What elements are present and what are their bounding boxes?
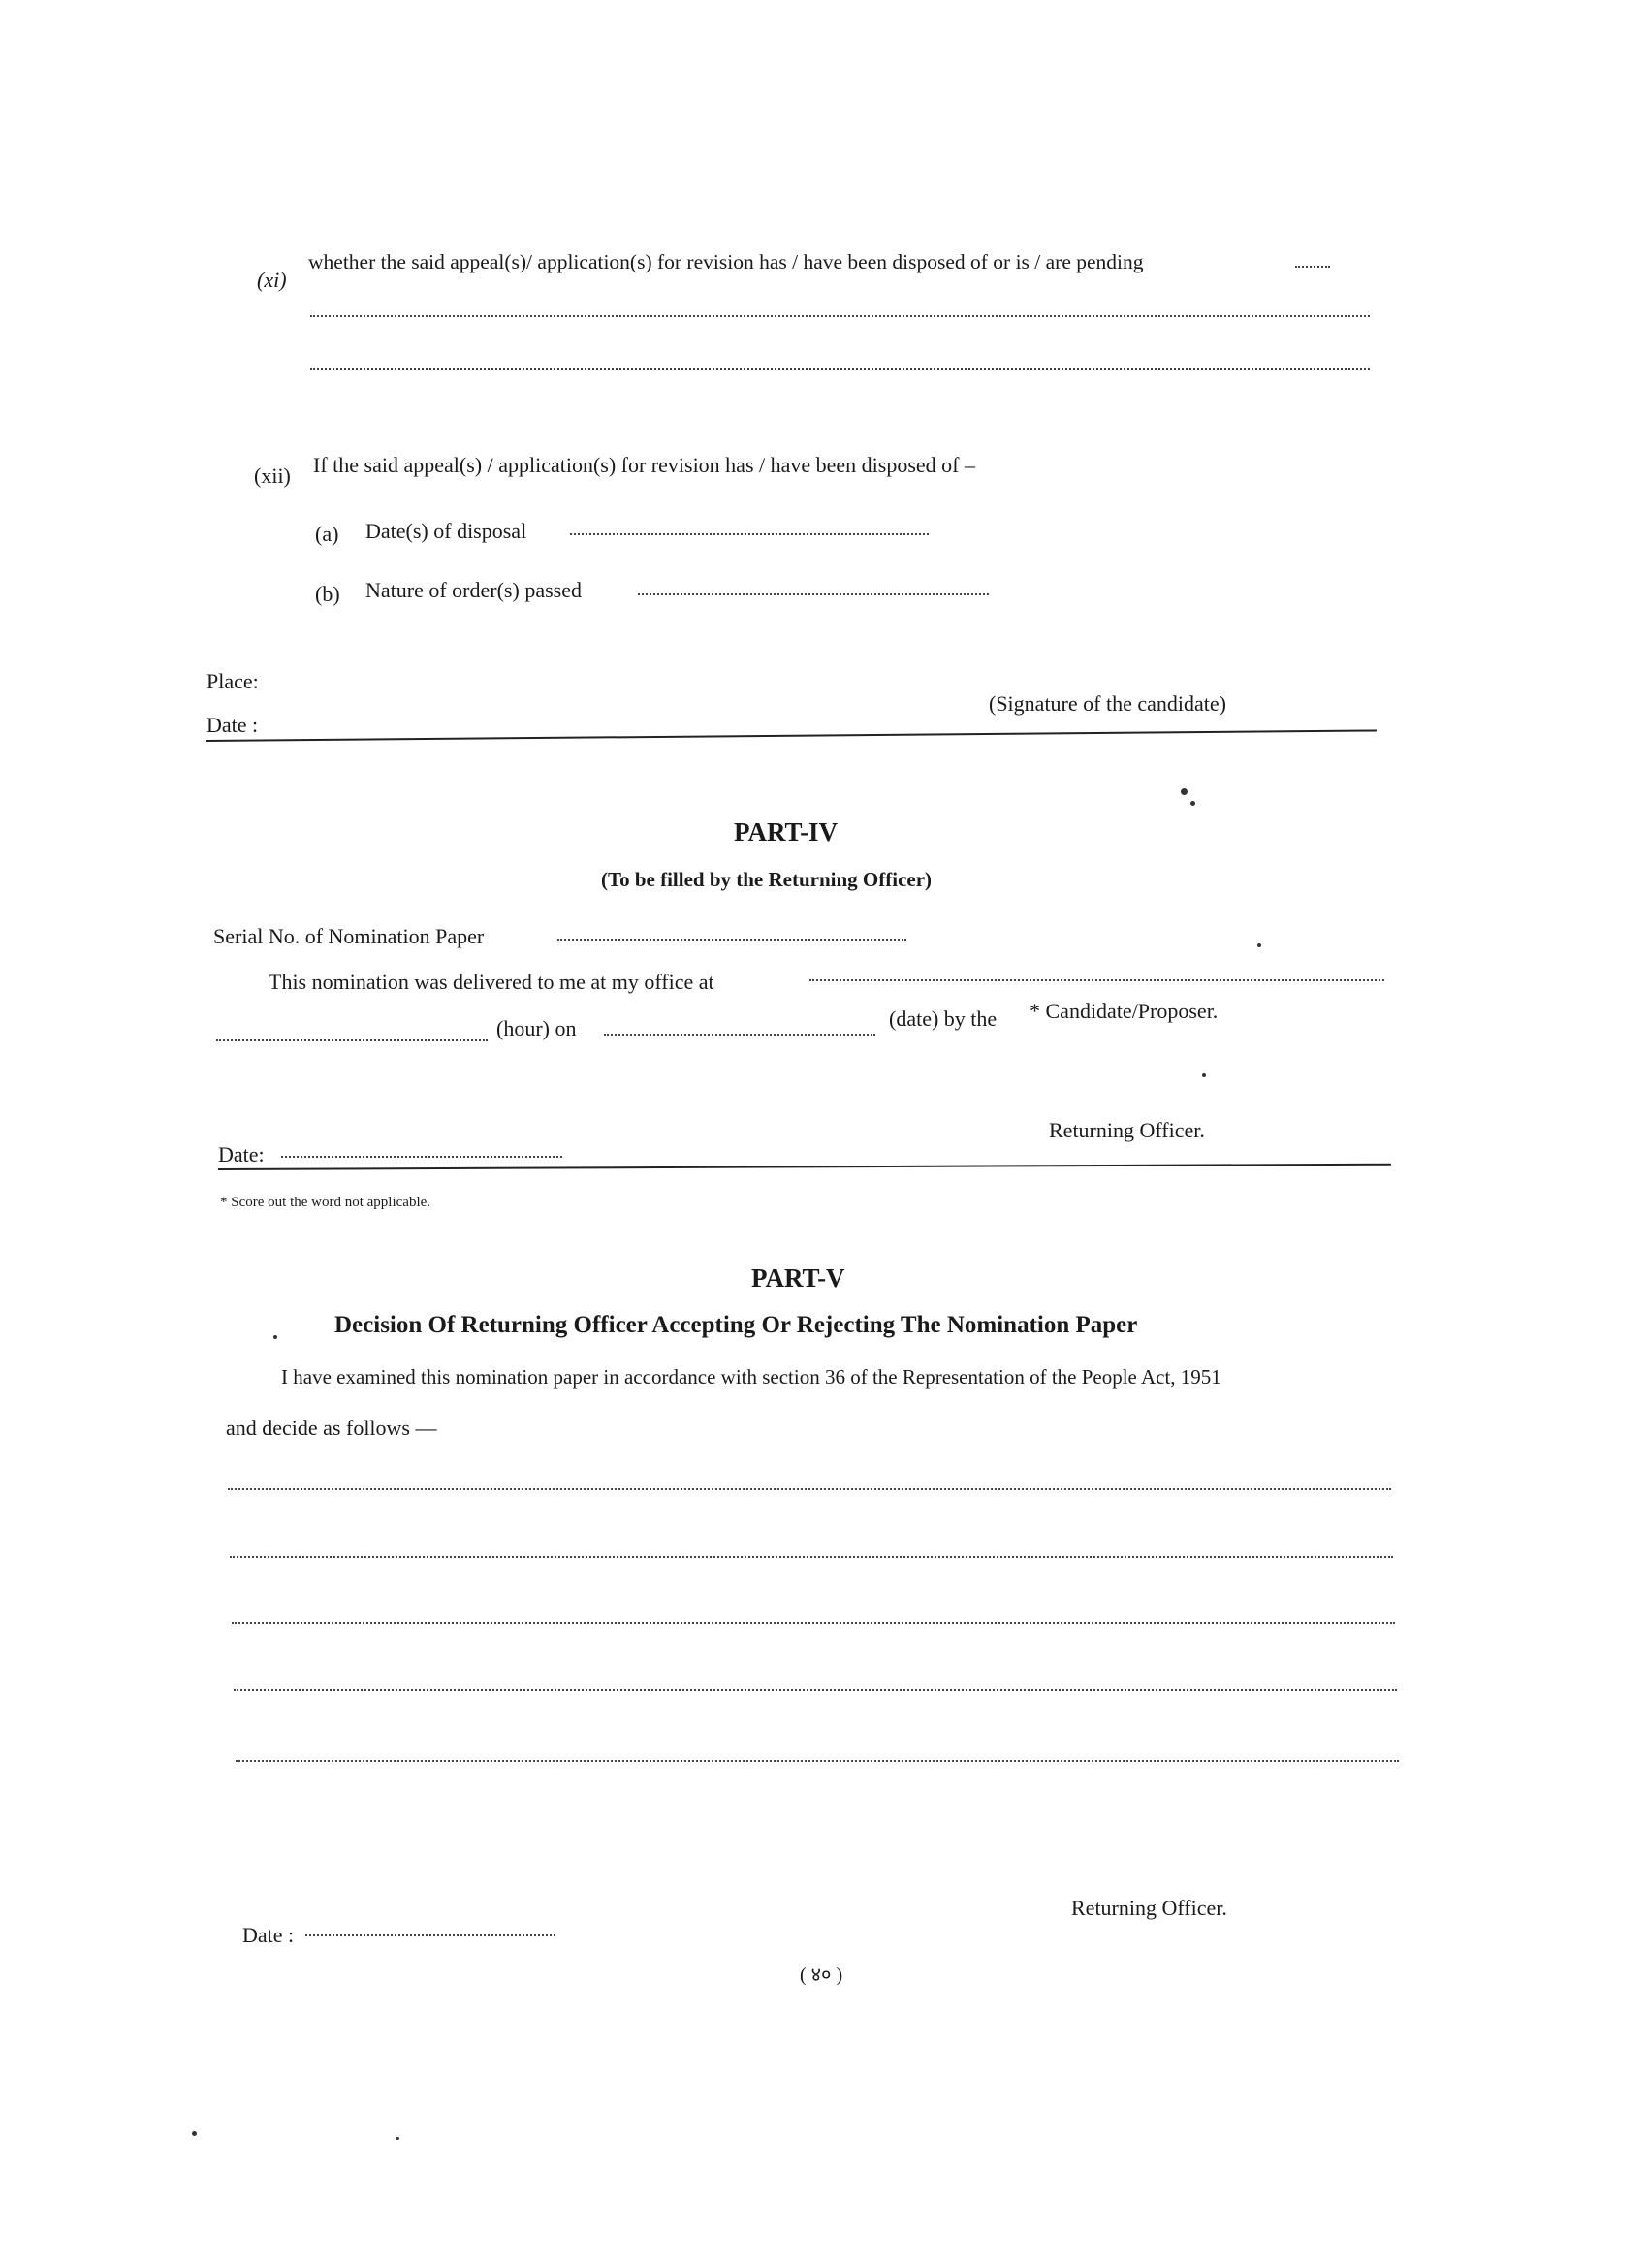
part-v-date-label: Date : [242, 1923, 295, 1947]
part-iv-date-field[interactable] [281, 1156, 562, 1158]
delivered-text: This nomination was delivered to me at my office at [269, 970, 714, 994]
candidate-proposer-label: * Candidate/Proposer. [1030, 999, 1219, 1023]
signature-label: (Signature of the candidate) [989, 691, 1226, 716]
scan-speck [1257, 943, 1261, 947]
hour-label: (hour) on [496, 1016, 577, 1040]
section-xii-b-label: Nature of order(s) passed [365, 578, 582, 602]
hour-field[interactable] [216, 1039, 488, 1041]
scan-speck [273, 1335, 277, 1339]
section-xi-answer-line-0[interactable] [1295, 266, 1330, 268]
scan-speck [1190, 801, 1195, 806]
scan-speck [1202, 1073, 1206, 1077]
part-v-body-line2: and decide as follows — [226, 1416, 437, 1440]
section-divider-rule [206, 729, 1377, 742]
part-v-subtitle: Decision Of Returning Officer Accepting Or Rejecting The Nomination Paper [334, 1312, 1138, 1338]
section-xii-b-marker: (b) [315, 582, 340, 606]
decision-line-3[interactable] [232, 1622, 1395, 1624]
serial-no-field[interactable] [557, 939, 906, 941]
decision-line-1[interactable] [228, 1488, 1391, 1490]
date-label: Date : [206, 713, 259, 737]
part-v-body-line1: I have examined this nomination paper in accordance with section 36 of the Representation of the People Act, 1951 [281, 1365, 1221, 1389]
scan-speck [192, 2131, 197, 2136]
part-v-date-field[interactable] [305, 1934, 555, 1936]
office-location-field[interactable] [809, 979, 1384, 981]
delivery-date-field[interactable] [604, 1034, 875, 1036]
place-label: Place: [206, 669, 259, 693]
part-iv-subtitle: (To be filled by the Returning Officer) [601, 868, 933, 891]
scan-speck [1181, 788, 1188, 795]
decision-line-5[interactable] [236, 1760, 1399, 1762]
section-xi-answer-line-1[interactable] [310, 315, 1370, 317]
decision-line-4[interactable] [234, 1689, 1397, 1691]
part-iv-date-label: Date: [218, 1142, 265, 1166]
section-xi-answer-line-2[interactable] [310, 368, 1370, 370]
scan-speck [396, 2137, 399, 2140]
section-xi-text: whether the said appeal(s)/ application(s) for revision has / have been disposed of or is / are pending [308, 250, 1144, 273]
part-v-officer-label: Returning Officer. [1071, 1896, 1227, 1920]
page-number: ( ४० ) [800, 1965, 843, 1986]
date-by-label: (date) by the [889, 1006, 998, 1031]
section-xii-a-marker: (a) [315, 522, 339, 546]
section-xii-marker: (xii) [254, 463, 291, 488]
serial-no-label: Serial No. of Nomination Paper [213, 924, 485, 948]
section-xi-marker: (xi) [257, 268, 287, 292]
part-iv-divider-rule [218, 1164, 1391, 1170]
section-xii-text: If the said appeal(s) / application(s) for revision has / have been disposed of – [313, 453, 976, 477]
section-xii-a-label: Date(s) of disposal [365, 519, 527, 543]
order-nature-field[interactable] [638, 593, 989, 595]
part-iv-title: PART-IV [734, 817, 839, 847]
part-iv-officer-label: Returning Officer. [1049, 1118, 1205, 1142]
footnote: * Score out the word not applicable. [220, 1195, 431, 1210]
disposal-date-field[interactable] [570, 533, 929, 535]
decision-line-2[interactable] [230, 1556, 1393, 1558]
part-v-title: PART-V [751, 1263, 845, 1293]
